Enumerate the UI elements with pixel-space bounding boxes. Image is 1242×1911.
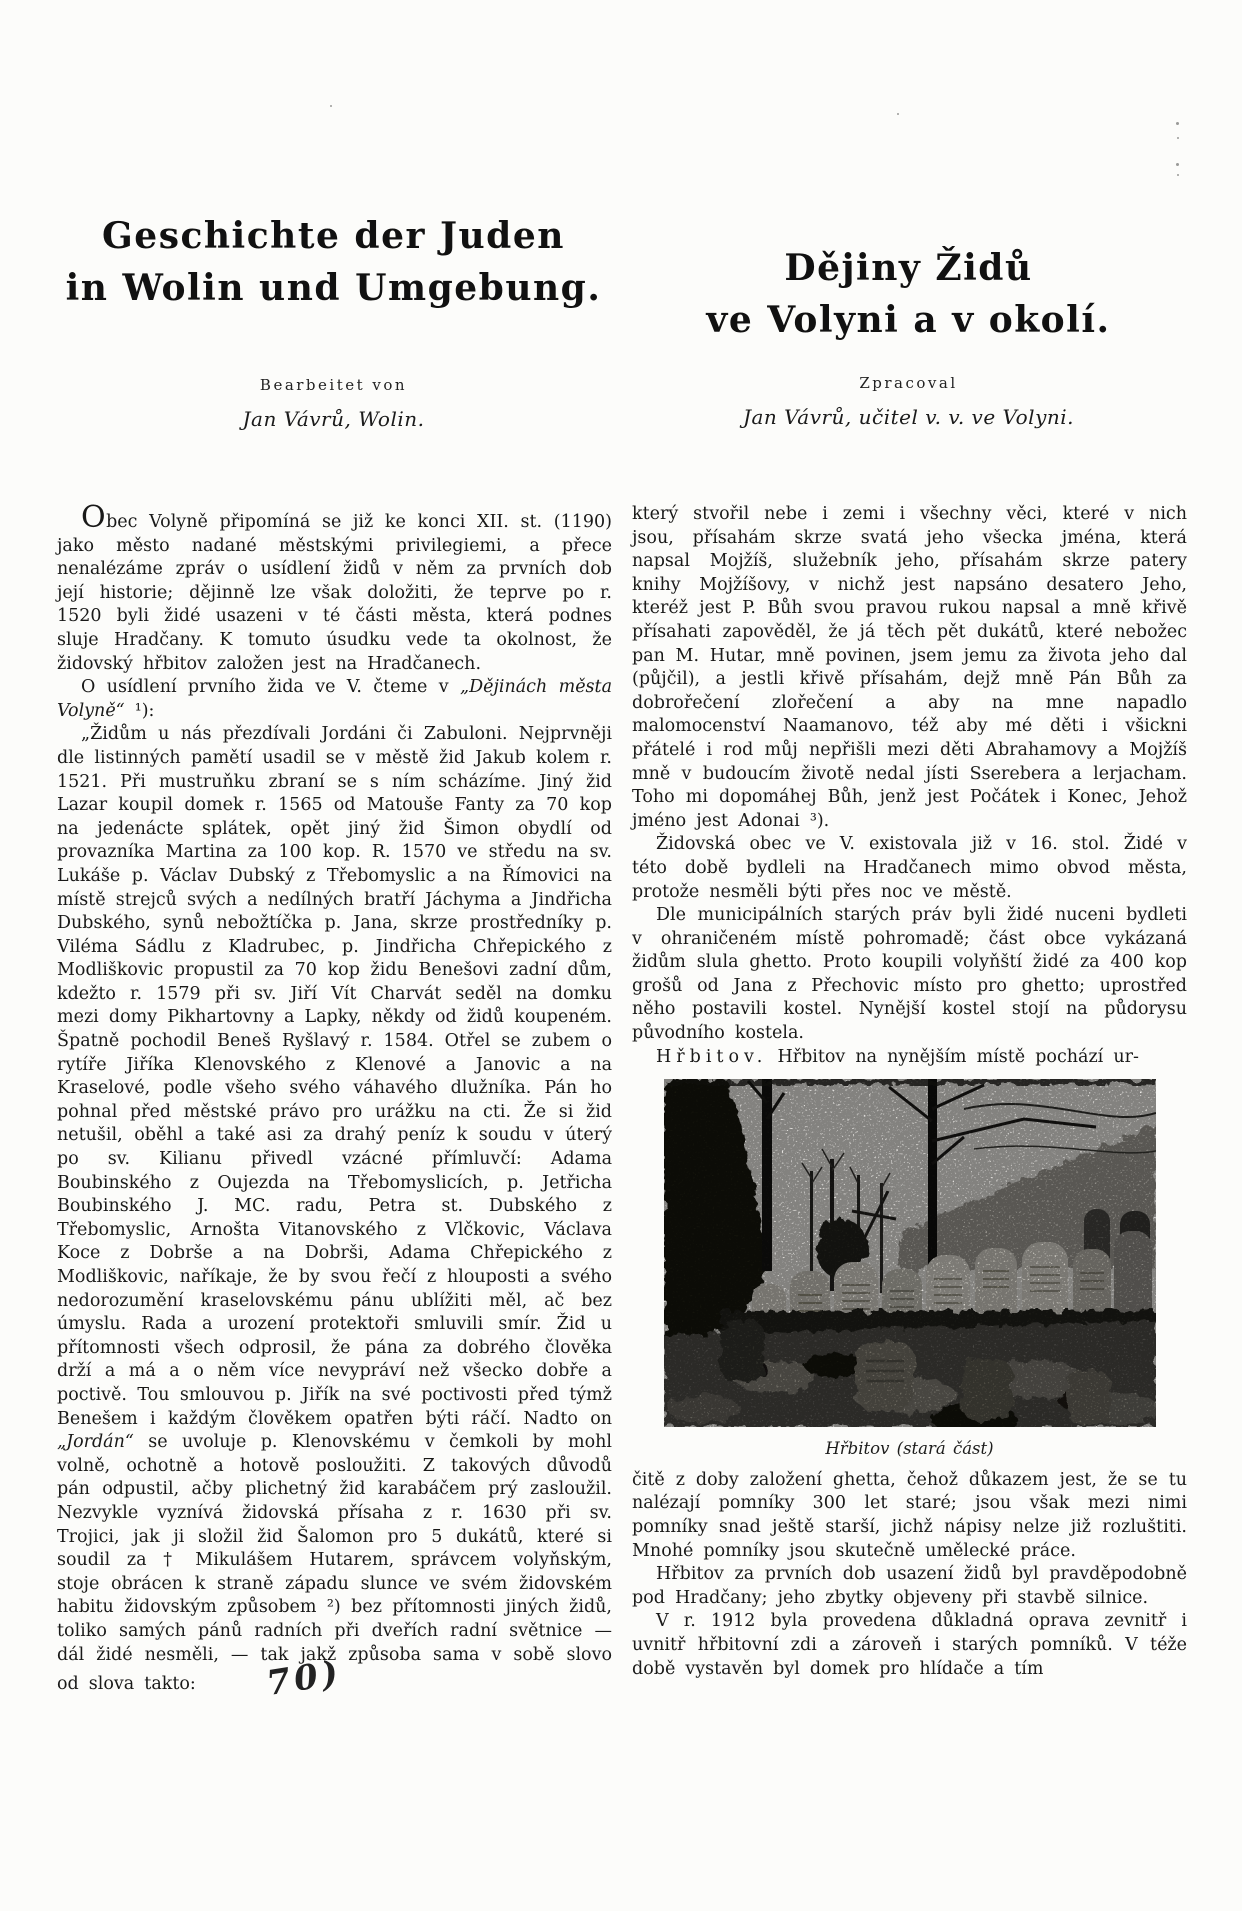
text-segment: čitě z doby založení ghetta, čehož důkazem jest, že se tu nalézají pomníky 300 let staré; jsou však mezi nimi pomníky snad ještě starší, jichž nápisy nelze již rozluštiti. Mnohé pomníky jsou skutečně umělecké práce. [632, 1469, 1187, 1561]
text-segment: Hřbitov na nynějším místě pochází ur- [767, 1046, 1139, 1067]
german-byline-author: Jan Vávrů, Wolin. [242, 407, 425, 431]
text-segment: O [81, 500, 107, 535]
czech-title [632, 210, 1185, 346]
handwritten-annotation: 70) [263, 1652, 345, 1705]
paragraph [632, 904, 1187, 1046]
german-title-line2: in Wolin und Umgebung. [65, 267, 602, 309]
paragraph [632, 1046, 1187, 1070]
text-segment: O usídlení prvního žida ve V. čteme v [81, 677, 460, 698]
paragraph [632, 1469, 1187, 1563]
scan-speck [330, 105, 332, 107]
paragraph [632, 833, 1187, 904]
czech-title-line1: Dějiny Židů [784, 247, 1033, 289]
czech-byline-author: Jan Vávrů, učitel v. v. ve Volyni. [742, 405, 1075, 429]
cemetery-figure [664, 1079, 1156, 1461]
paragraph [632, 1563, 1187, 1610]
text-segment: který stvořil nebe i zemi i všechny věci, které v nich jsou, přísahám skrze svatá jeho všecka jména, která napsal Mojžíš, služebník jeho, přísahám skrze patery knihy Mojžíšovy, v nichž jest napsáno desatero Jeho, kteréž jest P. Bůh svou pravou rukou napsal a mně křivě přísahati zapověděl, že já těch pět dukátů, které nebožec pan M. Hutar, mně povinen, jsem jemu za života jeho dal (půjčil), a jestli křivě přísahám, dejž mně Pán Bůh za dobrořečení zlořečení a aby na mne napadlo malomocenství Naamanovo, též aby mé děti i všickni přátelé i rod můj nepřišli mezi děti Abrahamovy a Mojžíš mně v budoucím životě nedal jísti Sserebera a lerjacham. Toho mi dopomáhej Bůh, jenž jest Počátek i Konec, Jehož jméno jest Adonai ³). [632, 504, 1187, 831]
german-title-line1: Geschichte der Juden [102, 215, 565, 257]
paragraph [57, 500, 612, 676]
paragraph [632, 1610, 1187, 1681]
text-segment: ¹): [124, 700, 155, 721]
text-segment: Židovská obec ve V. existovala již v 16. stol. Židé v této době bydleli na Hradčanech mimo obvod města, protože nesměli býti přes noc ve městě. [632, 834, 1187, 902]
paragraph [57, 723, 612, 1705]
text-segment: bec Volyně připomíná se již ke konci XII. st. (1190) jako město nadané městskými privilegiemi, a přece nenalézáme zpráv o usídlení židů v něm za prvních dob její historie; dějinně lze však doložiti, že teprve po r. 1520 byli židé usazeni v té části města, která podnes sluje Hradčany. K tomuto úsudku vede ta okolnost, že židovský hřbitov založen jest na Hradčanech. [57, 512, 612, 674]
text-segment: „Židům u nás přezdívali Jordáni či Zabuloni. Nejprvněji dle listinných pamětí usadil se v městě žid Jakub kolem r. 1521. Při mustruňku zbraní se s ním scházíme. Jiný žid Lazar koupil domek r. 1565 od Matouše Fanty za 70 kop na jedenácte splátek, opět jiný žid Šimon obydlí od provazníka Martina za 100 kop. R. 1570 ve středu na sv. Lukáše p. Václav Dubský z Třebomyslic a na Římovici na místě strejců svých a nedílných bratří Jáchyma a Jindřicha Dubského, synů nebožtíčka p. Jana, skrze prostředníky p. Viléma Sádlu z Kladrubec, p. Jindřicha Chřepického z Modliškovic propustil za 70 kop židu Benešovi zadní dům, kdežto r. 1579 při sv. Jiří Vít Charvát seděl na domku mezi domy Pikhartovny a Lapky, někdy od židů koupeném. Špatně pochodil Beneš Ryšlavý r. 1584. Otřel se zubem o rytíře Jiříka Klenovského z Klenové a Janovic a na Kraselové, podle všeho svého váhavého dlužníka. Pán ho pohnal před městské právo pro urážku na cti. Že si žid netušil, oběhl a také asi za drahý peníz k soudu v úterý po sv. Kilianu přivedl vzácné přímluvčí: Adama Boubinského z Oujezda na Třebomyslicích, p. Jetřicha Boubinského J. MC. radu, Petra st. Dubského z Třebomyslic, Arnošta Vitanovského z Vlčkovic, Václava Koce z Dobrše a na Dobrši, Adama Chřepického z Modliškovic, naříkaje, že by svou řečí z hlouposti a svého nedorozumění kraselovskému pánu ublížiti měl, ač bez úmyslu. Rada a urození protektoři smluvili smír. Žid u přítomnosti všech odprosil, že pána za dobrého člověka drží a má a o něm více nevypráví než všecko dobře a poctivě. Tou smlouvou p. Jiřík na své poctivosti před týmž Benešem i každým člověkem opatřen býti ráčí. Nadto on [57, 724, 612, 1429]
left-text-column [57, 500, 612, 1705]
scan-speck [1177, 174, 1179, 176]
right-text-before-figure [632, 503, 1187, 1069]
text-segment: „Jordán“ [57, 1432, 134, 1453]
text-segment: „Dějinách města Volyně“ [57, 677, 612, 721]
scan-speck [1177, 137, 1179, 139]
right-text-after-figure [632, 1469, 1187, 1681]
scan-speck [1176, 122, 1179, 125]
right-text-column [632, 503, 1187, 1681]
text-segment: se uvoluje p. Klenovskému v čemkoli by mohl volně, ochotně a hotově posloužiti. Z takových důvodů pán odpustil, ačby plichetný žid karabáčem prý zasloužil. Nezvykle vyznívá židovská přísaha z r. 1630 při sv. Trojici, jak ji složil žid Šalomon pro 5 dukátů, které si soudil za † Mikulášem Hutarem, správcem volyňským, stoje obrácen k straně západu slunce ve svém židovském habitu židovským způsobem ²) bez přítomnosti jiných židů, toliko samých pánů radních při dveřích radní světnice — dál židé nesměli, — tak jakž způsoba sama v sobě slovo od slova takto: [57, 1432, 612, 1695]
german-byline-label: Bearbeitet von [259, 376, 408, 394]
german-title [57, 210, 610, 314]
cemetery-photo [664, 1079, 1156, 1427]
paragraph [632, 503, 1187, 833]
german-header [57, 210, 610, 431]
text-segment: V r. 1912 byla provedena důkladná oprava zevnitř i uvnitř hřbitovní zdi a zároveň i starých pomníků. V téže době vystavěn byl domek pro hlídače a tím [632, 1611, 1187, 1679]
scan-speck [897, 113, 899, 115]
text-segment: Dle municipálních starých práv byli židé nuceni bydleti v ohraničeném místě pohromadě; část obce vykázaná židům slula ghetto. Proto koupili volyňští židé za 400 kop grošů od Jana z Přechovic místo pro ghetto; uprostřed něho postavili kostel. Nynější kostel stojí na půdorysu původního kostela. [632, 905, 1187, 1044]
czech-title-line2: ve Volyni a v okolí. [706, 299, 1111, 341]
czech-header [632, 210, 1185, 429]
scan-speck [1176, 163, 1179, 166]
figure-caption: Hřbitov (stará část) [825, 1439, 994, 1459]
text-segment: Hřbitov za prvních dob usazení židů byl pravděpodobně pod Hradčany; jeho zbytky objeveny při stavbě silnice. [632, 1564, 1187, 1608]
paragraph [57, 676, 612, 723]
text-segment: Hřbitov. [656, 1046, 768, 1067]
czech-byline-label: Zpracoval [859, 374, 958, 392]
